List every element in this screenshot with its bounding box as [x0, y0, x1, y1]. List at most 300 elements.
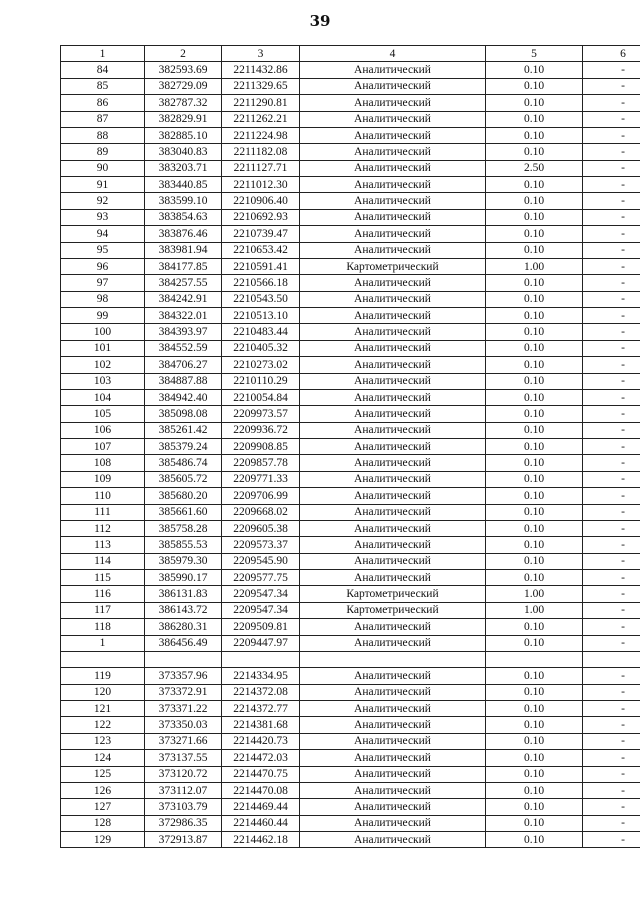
table-cell: 2210692.93	[222, 209, 300, 225]
table-row	[61, 733, 640, 749]
table-cell: -	[583, 619, 640, 635]
table-cell: 0.10	[486, 373, 583, 389]
table-row	[61, 799, 640, 815]
table-cell: Картометрический	[300, 602, 486, 618]
column-header: 4	[300, 46, 486, 62]
table-cell: Аналитический	[300, 291, 486, 307]
table-cell: -	[583, 177, 640, 193]
table-cell: 2210273.02	[222, 357, 300, 373]
table-cell: -	[583, 242, 640, 258]
table-cell: 114	[61, 553, 145, 569]
table-row	[61, 635, 640, 651]
table-row	[61, 95, 640, 111]
table-cell: 383981.94	[145, 242, 222, 258]
table-cell: 2214334.95	[222, 668, 300, 684]
table-cell: Аналитический	[300, 439, 486, 455]
table-cell: Аналитический	[300, 389, 486, 405]
table-cell: 108	[61, 455, 145, 471]
table-cell: 2209545.90	[222, 553, 300, 569]
table-cell: 0.10	[486, 471, 583, 487]
table-cell: 0.10	[486, 226, 583, 242]
table-cell: Аналитический	[300, 471, 486, 487]
table-cell: Аналитический	[300, 520, 486, 536]
table-cell: 0.10	[486, 291, 583, 307]
table-cell: 123	[61, 733, 145, 749]
table-cell: 95	[61, 242, 145, 258]
table-cell: Аналитический	[300, 226, 486, 242]
table-cell: Аналитический	[300, 750, 486, 766]
table-cell: 373120.72	[145, 766, 222, 782]
table-cell: Аналитический	[300, 78, 486, 94]
table-row	[61, 78, 640, 94]
table-cell: 2209857.78	[222, 455, 300, 471]
table-cell: 384322.01	[145, 308, 222, 324]
table-row	[61, 226, 640, 242]
table-cell: 84	[61, 62, 145, 78]
table-cell: 2209706.99	[222, 488, 300, 504]
table-cell: Аналитический	[300, 717, 486, 733]
table-cell: Аналитический	[300, 324, 486, 340]
table-cell: 2210591.41	[222, 258, 300, 274]
table-cell: -	[583, 782, 640, 798]
table-cell: 102	[61, 357, 145, 373]
table-cell: -	[583, 684, 640, 700]
table-cell: 385661.60	[145, 504, 222, 520]
table-cell: 0.10	[486, 455, 583, 471]
table-row	[61, 668, 640, 684]
table-cell: 2211182.08	[222, 144, 300, 160]
table-cell: 86	[61, 95, 145, 111]
table-cell: -	[583, 357, 640, 373]
table-cell: 0.10	[486, 570, 583, 586]
table-cell: 382787.32	[145, 95, 222, 111]
table-row	[61, 684, 640, 700]
table-cell: 373371.22	[145, 701, 222, 717]
table-cell: 2214460.44	[222, 815, 300, 831]
table-row	[61, 111, 640, 127]
table-cell: Аналитический	[300, 160, 486, 176]
table-row	[61, 602, 640, 618]
table-cell: -	[583, 406, 640, 422]
table-cell: 0.10	[486, 750, 583, 766]
table-cell: -	[583, 635, 640, 651]
table-cell	[61, 651, 145, 667]
table-cell: 2210513.10	[222, 308, 300, 324]
table-row	[61, 373, 640, 389]
table-cell: 2209936.72	[222, 422, 300, 438]
table-cell: Аналитический	[300, 275, 486, 291]
table-cell: 382885.10	[145, 127, 222, 143]
table-cell: 385261.42	[145, 422, 222, 438]
table-cell: 384552.59	[145, 340, 222, 356]
table-cell: 385990.17	[145, 570, 222, 586]
table-cell: 96	[61, 258, 145, 274]
table-cell: 385379.24	[145, 439, 222, 455]
table-cell: 373372.91	[145, 684, 222, 700]
table-cell: -	[583, 701, 640, 717]
table-cell: 2209547.34	[222, 586, 300, 602]
table-cell: 0.10	[486, 504, 583, 520]
table-cell: Аналитический	[300, 553, 486, 569]
table-cell: 0.10	[486, 488, 583, 504]
table-cell: 383876.46	[145, 226, 222, 242]
table-cell: 385605.72	[145, 471, 222, 487]
table-cell: 101	[61, 340, 145, 356]
table-cell: 384393.97	[145, 324, 222, 340]
table-cell: -	[583, 586, 640, 602]
table-cell: 0.10	[486, 406, 583, 422]
table-cell: 382729.09	[145, 78, 222, 94]
table-cell: 89	[61, 144, 145, 160]
table-cell: 117	[61, 602, 145, 618]
table-cell: 2214462.18	[222, 832, 300, 848]
table-cell: 0.10	[486, 619, 583, 635]
table-cell: 2210483.44	[222, 324, 300, 340]
table-cell: -	[583, 291, 640, 307]
table-cell: 384177.85	[145, 258, 222, 274]
table-cell: 372913.87	[145, 832, 222, 848]
table-cell: 2211012.30	[222, 177, 300, 193]
column-header: 3	[222, 46, 300, 62]
table-cell: 126	[61, 782, 145, 798]
table-cell: -	[583, 193, 640, 209]
table-cell: 0.10	[486, 242, 583, 258]
table-row	[61, 570, 640, 586]
table-cell: 383040.83	[145, 144, 222, 160]
table-cell: 0.10	[486, 439, 583, 455]
table-cell: 109	[61, 471, 145, 487]
table-cell: 373271.66	[145, 733, 222, 749]
table-cell: -	[583, 340, 640, 356]
table-cell: 87	[61, 111, 145, 127]
table-row	[61, 160, 640, 176]
table-row	[61, 782, 640, 798]
table-cell: 1	[61, 635, 145, 651]
table-row	[61, 439, 640, 455]
table-cell: 0.10	[486, 177, 583, 193]
table-cell: -	[583, 144, 640, 160]
table-cell: -	[583, 258, 640, 274]
table-cell: -	[583, 750, 640, 766]
table-cell: -	[583, 832, 640, 848]
table-cell: 2211432.86	[222, 62, 300, 78]
table-cell: 2.50	[486, 160, 583, 176]
table-cell: Аналитический	[300, 619, 486, 635]
table-cell: 0.10	[486, 668, 583, 684]
table-cell: -	[583, 455, 640, 471]
table-cell: Картометрический	[300, 258, 486, 274]
table-row	[61, 406, 640, 422]
coordinates-table	[60, 45, 640, 848]
table-row	[61, 815, 640, 831]
table-cell: 383440.85	[145, 177, 222, 193]
table-cell: 2214372.08	[222, 684, 300, 700]
table-row	[61, 717, 640, 733]
table-cell: Аналитический	[300, 537, 486, 553]
table-cell: 2209605.38	[222, 520, 300, 536]
table-cell: -	[583, 209, 640, 225]
table-row	[61, 275, 640, 291]
table-cell: 2209771.33	[222, 471, 300, 487]
table-cell: 2214470.08	[222, 782, 300, 798]
table-cell: 105	[61, 406, 145, 422]
table-cell: 0.10	[486, 144, 583, 160]
table-cell: 0.10	[486, 717, 583, 733]
table-row	[61, 308, 640, 324]
table-cell: -	[583, 226, 640, 242]
table-row	[61, 832, 640, 848]
table-cell: Аналитический	[300, 799, 486, 815]
table-cell	[300, 651, 486, 667]
table-row	[61, 242, 640, 258]
table-cell: 0.10	[486, 799, 583, 815]
table-cell	[583, 651, 640, 667]
table-cell: 111	[61, 504, 145, 520]
table-cell: 110	[61, 488, 145, 504]
table-cell: 99	[61, 308, 145, 324]
table-cell: Аналитический	[300, 357, 486, 373]
column-header: 6	[583, 46, 640, 62]
table-cell: 0.10	[486, 537, 583, 553]
table-cell: 2210653.42	[222, 242, 300, 258]
table-cell: -	[583, 602, 640, 618]
table-cell: 2210110.29	[222, 373, 300, 389]
table-cell: 2211127.71	[222, 160, 300, 176]
table-cell: Аналитический	[300, 406, 486, 422]
table-cell: -	[583, 717, 640, 733]
table-row	[61, 619, 640, 635]
table-cell: 124	[61, 750, 145, 766]
table-cell: -	[583, 422, 640, 438]
table-cell: 383599.10	[145, 193, 222, 209]
table-cell: 1.00	[486, 586, 583, 602]
table-cell: -	[583, 62, 640, 78]
table-cell: 0.10	[486, 357, 583, 373]
table-cell: -	[583, 111, 640, 127]
table-cell: -	[583, 127, 640, 143]
table-cell: -	[583, 504, 640, 520]
column-header: 5	[486, 46, 583, 62]
table-cell: 373137.55	[145, 750, 222, 766]
table-cell: 372986.35	[145, 815, 222, 831]
table-row	[61, 177, 640, 193]
table-cell: 386280.31	[145, 619, 222, 635]
table-cell: Аналитический	[300, 832, 486, 848]
table-row	[61, 209, 640, 225]
table-cell: 2209973.57	[222, 406, 300, 422]
table-cell: 120	[61, 684, 145, 700]
table-cell: -	[583, 799, 640, 815]
table-cell: 2214472.03	[222, 750, 300, 766]
table-cell: Аналитический	[300, 815, 486, 831]
table-cell: 122	[61, 717, 145, 733]
table-row	[61, 701, 640, 717]
table-cell: 0.10	[486, 340, 583, 356]
table-row	[61, 455, 640, 471]
table-header-row	[61, 46, 640, 62]
table-cell: 0.10	[486, 832, 583, 848]
table-cell: 382829.91	[145, 111, 222, 127]
table-cell: 2209547.34	[222, 602, 300, 618]
table-cell: -	[583, 78, 640, 94]
table-cell: 386131.83	[145, 586, 222, 602]
table-row	[61, 766, 640, 782]
table-cell: 2210405.32	[222, 340, 300, 356]
table-cell: 113	[61, 537, 145, 553]
page-number: 39	[309, 12, 331, 30]
table-cell: Аналитический	[300, 209, 486, 225]
table-cell: 0.10	[486, 635, 583, 651]
table-row	[61, 750, 640, 766]
table-cell: 121	[61, 701, 145, 717]
table-cell: 0.10	[486, 782, 583, 798]
table-row	[61, 389, 640, 405]
table-cell: Аналитический	[300, 488, 486, 504]
table-cell: 103	[61, 373, 145, 389]
table-cell: 128	[61, 815, 145, 831]
column-header: 2	[145, 46, 222, 62]
table-cell: 119	[61, 668, 145, 684]
table-cell: 0.10	[486, 701, 583, 717]
table-cell: 2209447.97	[222, 635, 300, 651]
table-cell: -	[583, 160, 640, 176]
table-cell: Аналитический	[300, 127, 486, 143]
table-cell: 386143.72	[145, 602, 222, 618]
table-cell	[222, 651, 300, 667]
table-cell: 386456.49	[145, 635, 222, 651]
table-row	[61, 340, 640, 356]
table-cell: 100	[61, 324, 145, 340]
table-row	[61, 651, 640, 667]
table-cell: 125	[61, 766, 145, 782]
table-row	[61, 291, 640, 307]
table-row	[61, 324, 640, 340]
table-cell: 384242.91	[145, 291, 222, 307]
table-row	[61, 471, 640, 487]
table-cell: 384706.27	[145, 357, 222, 373]
table-cell: 0.10	[486, 78, 583, 94]
table-cell: Аналитический	[300, 422, 486, 438]
table-cell: 0.10	[486, 127, 583, 143]
table-cell: 2210543.50	[222, 291, 300, 307]
table-cell: Аналитический	[300, 684, 486, 700]
table-cell: 0.10	[486, 308, 583, 324]
table-cell: 385486.74	[145, 455, 222, 471]
table-cell: 0.10	[486, 684, 583, 700]
table-cell: 1.00	[486, 602, 583, 618]
table-cell: -	[583, 389, 640, 405]
table-cell: 384257.55	[145, 275, 222, 291]
table-cell: 115	[61, 570, 145, 586]
table-cell: Аналитический	[300, 766, 486, 782]
table-cell: 2209908.85	[222, 439, 300, 455]
table-cell: 2210054.84	[222, 389, 300, 405]
table-cell: 88	[61, 127, 145, 143]
table-cell: 104	[61, 389, 145, 405]
table-row	[61, 553, 640, 569]
table-cell: 106	[61, 422, 145, 438]
table-row	[61, 504, 640, 520]
table-cell: Аналитический	[300, 373, 486, 389]
table-cell: -	[583, 553, 640, 569]
table-cell: 98	[61, 291, 145, 307]
table-cell: 97	[61, 275, 145, 291]
table-cell: 2210566.18	[222, 275, 300, 291]
table-cell: 2211224.98	[222, 127, 300, 143]
table-cell: 2209668.02	[222, 504, 300, 520]
table-cell: Аналитический	[300, 455, 486, 471]
table-cell: Аналитический	[300, 144, 486, 160]
table-cell: 107	[61, 439, 145, 455]
table-cell: Картометрический	[300, 586, 486, 602]
table-cell: -	[583, 308, 640, 324]
table-cell: Аналитический	[300, 570, 486, 586]
table-cell: Аналитический	[300, 668, 486, 684]
table-cell: Аналитический	[300, 782, 486, 798]
table-row	[61, 357, 640, 373]
table-row	[61, 537, 640, 553]
table-cell: 129	[61, 832, 145, 848]
table-cell: 385098.08	[145, 406, 222, 422]
table-row	[61, 62, 640, 78]
table-cell: 0.10	[486, 111, 583, 127]
table-cell: Аналитический	[300, 701, 486, 717]
table-cell: 1.00	[486, 258, 583, 274]
table-cell: 385758.28	[145, 520, 222, 536]
table-row	[61, 422, 640, 438]
table-cell: 2209509.81	[222, 619, 300, 635]
table-cell: 0.10	[486, 553, 583, 569]
table-cell	[486, 651, 583, 667]
table-row	[61, 127, 640, 143]
table-cell: -	[583, 373, 640, 389]
table-cell: 2209573.37	[222, 537, 300, 553]
table-cell: 0.10	[486, 815, 583, 831]
table-cell: Аналитический	[300, 111, 486, 127]
table-row	[61, 586, 640, 602]
table-cell: 2214381.68	[222, 717, 300, 733]
table-cell: Аналитический	[300, 308, 486, 324]
table-cell: 116	[61, 586, 145, 602]
table-cell: Аналитический	[300, 62, 486, 78]
table-cell: -	[583, 733, 640, 749]
table-cell: -	[583, 570, 640, 586]
table-cell: Аналитический	[300, 733, 486, 749]
table-cell: 2214420.73	[222, 733, 300, 749]
table-cell: 373112.07	[145, 782, 222, 798]
table-cell: Аналитический	[300, 95, 486, 111]
table-cell: 94	[61, 226, 145, 242]
table-cell: 382593.69	[145, 62, 222, 78]
table-cell: 0.10	[486, 95, 583, 111]
table-cell: -	[583, 439, 640, 455]
table-cell: 385979.30	[145, 553, 222, 569]
table-cell: 85	[61, 78, 145, 94]
table-cell	[145, 651, 222, 667]
table-cell: Аналитический	[300, 504, 486, 520]
table-cell: Аналитический	[300, 635, 486, 651]
table-cell: -	[583, 324, 640, 340]
table-cell: 2214470.75	[222, 766, 300, 782]
table-row	[61, 520, 640, 536]
table-cell: 2209577.75	[222, 570, 300, 586]
table-cell: 112	[61, 520, 145, 536]
table-cell: 118	[61, 619, 145, 635]
table-cell: 0.10	[486, 275, 583, 291]
table-cell: 0.10	[486, 193, 583, 209]
table-cell: 91	[61, 177, 145, 193]
table-cell: -	[583, 537, 640, 553]
